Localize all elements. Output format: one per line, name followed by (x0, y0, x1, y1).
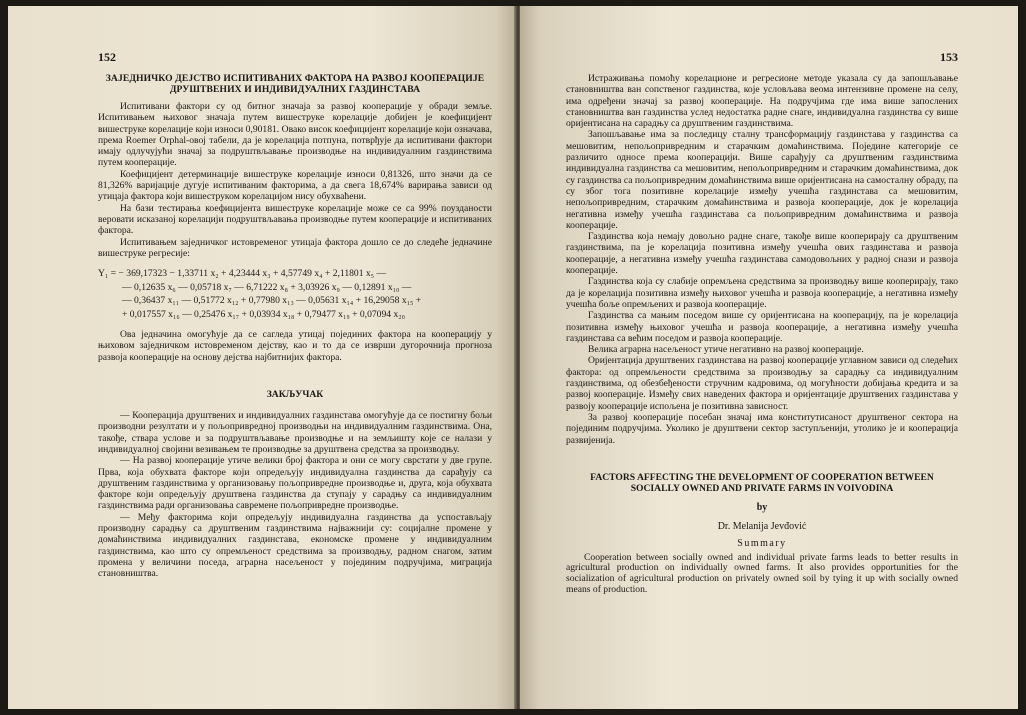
paragraph: Коефицијент детерминације вишеструке корелације износи 0,81326, што значи да се 81,326% варијације дугује испитиваним факторима, а да свега 18,674% варирања зависи од утицаја фактора који вишеструком корелацијом нису обухваћени. (98, 168, 492, 203)
paragraph: Истраживања помоћу корелационе и регресионе методе указала су да запошљавање становништва ван сопственог газдинства, које условљава веома интензивне промене на селу, има одређени значај за развој кооперације. На подручјима где има више запослених становништва ван газдинства услед недостатка радне снаге, индивидуална газдинства су више оријентисана на сарадњу са друштвеним газдинствима. (566, 73, 958, 130)
paragraph: Испитивањем заједничког истовременог утицаја фактора дошло се до следеће једначине вишеструке регресије: (98, 236, 492, 259)
right-page (520, 6, 1018, 709)
conclusion-heading: ЗАКЉУЧАК (266, 389, 324, 401)
page-number-left: 152 (98, 50, 116, 64)
equation-line: — 0,36437 x₁₁ — 0,51772 x₁₂ + 0,77980 x₁₃ — 0,05631 x₁₄ + 16,29058 x₁₅ + (122, 295, 422, 307)
paragraph: Испитивани фактори су од битног значаја за развој кооперације у обради земље. Испитивањем њиховог значаја путем вишеструке корелације добијен је коефицијент вишеструке корелације који износи 0,90181. Овако висок коефицијент корелације који означава, према Roemer Orphal-овој табели, да је корелација потпуна, потврђује да испитивани фактори имају одлучујући значај за подруштвљавање производње на индивидуалним газдинствима путем кооперације. (98, 101, 492, 169)
paragraph: Велика аграрна насељеност утиче негативно на развој кооперације. (588, 344, 864, 356)
equation-line: — 0,12635 x₆ — 0,05718 x₇ — 6,71222 x₈ + 3,03926 x₉ — 0,12891 x₁₀ — (122, 281, 412, 293)
section-heading: ЗАЈЕДНИЧКО ДЕЈСТВО ИСПИТИВАНИХ ФАКТОРА НА РАЗВОЈ КООПЕРАЦИЈЕ ДРУШТВЕНИХ И ИНДИВИДУАЛНИХ ГАЗДИНСТАВА (105, 73, 485, 95)
left-page (8, 6, 516, 709)
conclusion-paragraph: — На развој кооперације утиче велики број фактора и они се могу сврстати у две групе. Прва, која обухвата факторе који опредељују индивидуална газдинства да сарађују са друштвеним газдинствима у организовању пољопривредне производње и, друга, која обухвата факторе који опредељују друштвена газдинства да ступају у сарадњу са индивидуалним газдинствима ради организовања савремене пољопривредне производње. (98, 455, 492, 512)
equation-line: + 0,017557 x₁₆ — 0,25476 x₁₇ + 0,03934 x₁₈ + 0,79477 x₁₉ + 0,07094 x₂₀ (122, 308, 405, 320)
by-line: by (756, 501, 768, 513)
paragraph: Газдинства која су слабије опремљена средствима за производњу више кооперирају, тако да је корелација позитивна између њиховог учешћа и развоја кооперације, а негативна између учешћа боље опремљених и развоја кооперације. (566, 276, 958, 310)
paragraph: Газдинства која немају довољно радне снаге, такође више кооперирају са друштвеним газдинствима, па је корелација позитивна између учешћа ових газдинстава и развоја кооперације, а негативна између учешћа газдинстава самодовољних у радној снази и развоја кооперације. (566, 231, 958, 277)
summary-text: Cooperation between socially owned and individual private farms leads to better results in agricultural production on individually owned farms. It also provides opportunities for the socialization of agricultural production on privately owned soil by tying it up with socially owned means of production. (566, 551, 958, 595)
regression-equation (98, 267, 492, 321)
equation-line: Y₁ = − 369,17323 − 1,33711 x₂ + 4,23444 x₃ + 4,57749 x₄ + 2,11801 x₅ — (98, 268, 387, 280)
paragraph: На бази тестирања коефицијента вишеструке корелације може се са 99% поузданости веровати исказаној корелацији подруштвљавања производње путем кооперације и испитиваних фактора. (98, 202, 492, 237)
conclusion-paragraph: — Кооперација друштвених и индивидуалних газдинстава омогућује да се постигну бољи производни резултати и у пољопривредној производњи на индивидуалним газдинствима. Она, такође, ствара услове и за подруштвљавање производње и на земљишту које се налази у индивидуалној својини везивањем те производње за друштвена средства за производњу. (98, 410, 492, 455)
paragraph: Газдинства са мањим поседом више су оријентисана на кооперацију, па је корелација позитивна између њиховог учешћа и развоја кооперације, а негативна између учешћа газдинстава са већим поседом и развоја кооперације. (566, 310, 958, 344)
summary-heading: Summary (737, 537, 787, 549)
paragraph: Запошљавање има за последицу сталну трансформацију газдинстава у газдинства са мешовитим, непољопривредним и старачким домаћинствима. Поједине категорије се различито односе према кооперацији. Више сарађују са друштвеним газдинствима индивидуална газдинства са мешовитим, непољопривредним и старачким домаћинствима, док су газдинства са пољопривредним домаћинствима више оријентисана на самосталну обраду, па су због тога позитивне корелације између учешћа газдинстава са мешовитим, непољопривредним, старачким домаћинствима и развоја кооперације, док је корелација негативна између учешћа газдинстава са пољопривредним домаћинствима и развоја кооперације. (566, 129, 958, 231)
page-number-right: 153 (940, 50, 958, 64)
paragraph: Ова једначина омогућује да се сагледа утицај појединих фактора на кооперацију у њиховом заједничком истовременом дејству, као и то да се изврши дугорочнија прогноза развоја кооперације на основу дејства најбитнијих фактора. (98, 329, 492, 363)
paragraph: Оријентација друштвених газдинстава на развој кооперације углавном зависи од следећих фактора: од опремљености средствима за производњу за сарадњу са индивидуалним газдинствима, од обезбеђености стручним кадровима, од могућности добијања кредита и за развој кооперације. Између свих наведених фактора и оријентације друштвених газдинстава у развоју кооперације испољена је позитивна зависност. (566, 355, 958, 412)
paragraph: За развој кооперације посебан значај има конститутисаност друштвеног сектора на појединим подручјима. Уколико је друштвени сектор заступљенији, утолико је и кооперација развијенија. (566, 411, 958, 446)
author-name: Dr. Melanija Jevđović (717, 520, 807, 532)
english-title: FACTORS AFFECTING THE DEVELOPMENT OF COOPERATION BETWEEN SOCIALLY OWNED AND PRIVATE FARMS IN VOIVODINA (590, 471, 934, 494)
conclusion-paragraph: — Међу факторима који опредељују индивидуална газдинства да успостављају производну сарадњу са друштвеним газдинствима најважнији су: социјалне промене у домаћинствима индивидуалних газдинстава, економске промене у индивидуалним газдинствима, као што су опремљеност средствима за производњу, радном снагом, затим промена у величини поседа, аграрна насељеност у појединим подручјима, миграција становништва. (98, 511, 492, 580)
